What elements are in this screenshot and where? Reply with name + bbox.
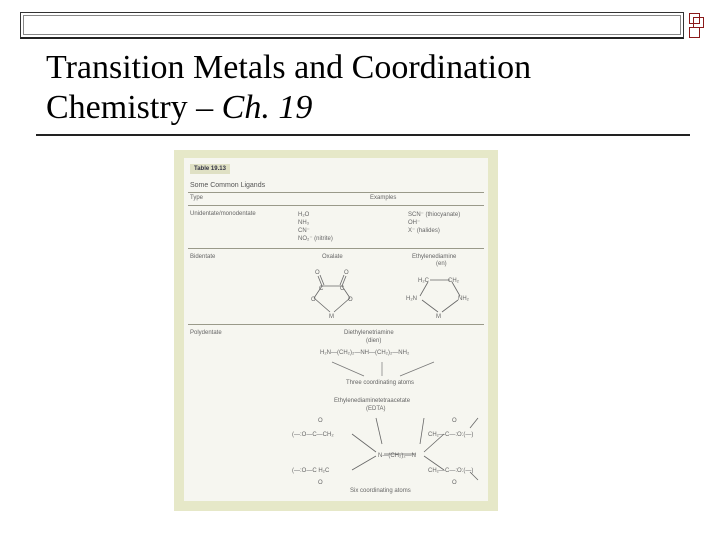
dien-abbr: (dien) bbox=[366, 338, 382, 344]
title-chapter: Ch. 19 bbox=[221, 89, 313, 126]
table-rule-header bbox=[188, 205, 484, 206]
edta-label: Ethylenediaminetetraacetate bbox=[334, 398, 411, 404]
dien-label: Diethylenetriamine bbox=[344, 330, 394, 336]
title-line-2 bbox=[46, 88, 686, 128]
header-type: Type bbox=[190, 195, 204, 201]
svg-text:O: O bbox=[348, 297, 353, 303]
edta-structure bbox=[292, 414, 492, 486]
table-paper bbox=[184, 158, 488, 501]
svg-text:O: O bbox=[318, 418, 323, 424]
svg-text:O: O bbox=[344, 270, 349, 276]
header-examples: Examples bbox=[370, 195, 397, 201]
unidentate-ex-1: H₂O bbox=[298, 212, 310, 218]
unidentate-ex-3: CN⁻ bbox=[298, 228, 310, 234]
title-underline bbox=[36, 134, 690, 136]
svg-text:H₂C: H₂C bbox=[418, 278, 429, 284]
svg-text:O: O bbox=[452, 418, 457, 424]
table-rule-row2 bbox=[188, 324, 484, 325]
bidentate-en-abbr: (en) bbox=[436, 261, 447, 267]
svg-text:NH₂: NH₂ bbox=[458, 296, 469, 302]
svg-text:CH₂—C—:O:(—): CH₂—C—:O:(—) bbox=[428, 432, 474, 438]
unidentate-ex-7: X⁻ (halides) bbox=[408, 228, 440, 234]
table-rule-row1 bbox=[188, 248, 484, 249]
ethylenediamine-structure bbox=[404, 268, 484, 320]
dien-note: Three coordinating atoms bbox=[346, 380, 415, 386]
unidentate-ex-6: OH⁻ bbox=[408, 220, 421, 226]
svg-text:O: O bbox=[311, 297, 316, 303]
table-caption: Some Common Ligands bbox=[190, 182, 266, 189]
title-line-1: Transition Metals and Coordination bbox=[46, 49, 532, 86]
svg-text:H₂N: H₂N bbox=[406, 296, 417, 302]
bidentate-en-label: Ethylenediamine bbox=[412, 254, 457, 260]
svg-text:C: C bbox=[319, 286, 324, 292]
table-number: Table 19.13 bbox=[190, 164, 230, 174]
svg-text:(—:O—C—CH₂: (—:O—C—CH₂ bbox=[292, 432, 334, 438]
row-type-bidentate: Bidentate bbox=[190, 254, 216, 260]
ligand-table-figure bbox=[174, 150, 498, 511]
slide-title bbox=[46, 48, 686, 128]
svg-text:O: O bbox=[318, 480, 323, 486]
unidentate-ex-4: NO₂⁻ (nitrite) bbox=[298, 236, 333, 242]
svg-text:C: C bbox=[340, 286, 345, 292]
edta-abbr: (EDTA) bbox=[366, 406, 386, 412]
dien-arrows bbox=[324, 360, 444, 380]
svg-text:O: O bbox=[452, 480, 457, 486]
row-type-unidentate: Unidentate/monodentate bbox=[190, 211, 256, 217]
title-line-2-text: Chemistry – bbox=[46, 89, 222, 126]
svg-text:O: O bbox=[315, 270, 320, 276]
row-type-polydentate: Polydentate bbox=[190, 330, 222, 336]
bidentate-oxalate-label: Oxalate bbox=[322, 254, 343, 260]
svg-text:M: M bbox=[329, 314, 334, 320]
svg-text:N—(CH₂)₂—N: N—(CH₂)₂—N bbox=[378, 453, 416, 459]
svg-text:M: M bbox=[436, 314, 441, 320]
oxalate-structure bbox=[292, 268, 382, 320]
table-rule-top bbox=[188, 192, 484, 193]
unidentate-ex-5: SCN⁻ (thiocyanate) bbox=[408, 212, 461, 218]
top-decorative-bar bbox=[20, 12, 684, 39]
svg-text:(—:O—C H₂C: (—:O—C H₂C bbox=[292, 468, 330, 474]
unidentate-ex-2: NH₃ bbox=[298, 220, 310, 226]
svg-text:CH₂: CH₂ bbox=[448, 278, 459, 284]
svg-text:CH₂—C—:O:(—): CH₂—C—:O:(—) bbox=[428, 468, 474, 474]
edta-note: Six coordinating atoms bbox=[350, 488, 411, 494]
dien-formula: H₂N—(CH₂)₂—NH—(CH₂)₂—NH₂ bbox=[320, 350, 410, 356]
corner-squares-ornament bbox=[689, 13, 703, 38]
